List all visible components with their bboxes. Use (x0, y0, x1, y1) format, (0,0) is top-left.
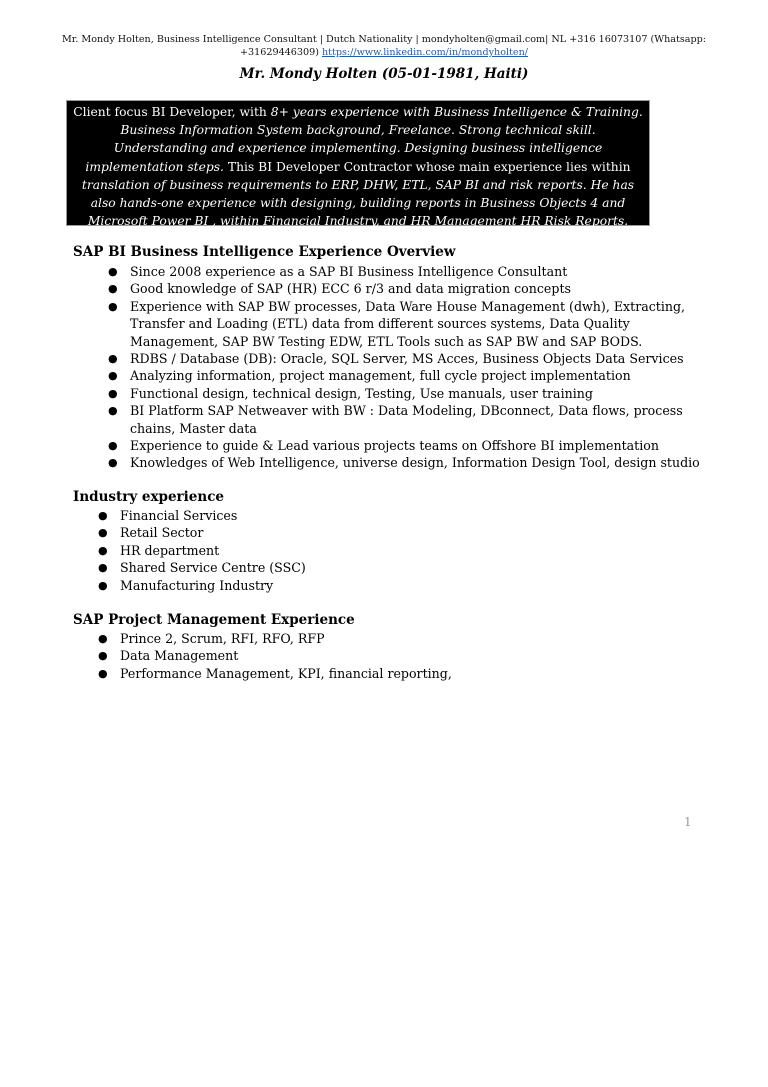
section-title-industry: Industry experience (73, 489, 224, 505)
bullet-icon: ● (98, 526, 108, 540)
whatsapp-number: +31629446309) (240, 47, 322, 58)
list-item: ● Retail Sector (98, 525, 204, 541)
list-item: ● Performance Management, KPI, financial reporting, (98, 665, 452, 681)
industry-list (98, 507, 680, 594)
project-management-list (98, 630, 680, 682)
summary-text-1: Client focus BI Developer, with (73, 105, 271, 119)
bullet-icon: ● (108, 456, 118, 470)
summary-text-2: 8+ years experience with Business Intelligence & Training. Business Information System background, Freelance. Strong technical skill. Understanding and experience implementing. Designing business intelligence implementation steps. (85, 105, 643, 174)
list-item: ● Manufacturing Industry (98, 577, 274, 593)
linkedin-link[interactable]: https://www.linkedin.com/in/mondyholten/ (322, 47, 528, 58)
bullet-icon: ● (108, 265, 118, 278)
bullet-icon: ● (108, 439, 118, 453)
list-item: ● Data Management (98, 648, 239, 664)
profile-summary-box (66, 100, 650, 229)
contact-line-2 (60, 46, 708, 59)
section-title-sap-bi: SAP BI Business Intelligence Experience Overview (73, 244, 456, 260)
list-item: ● RDBS / Database (DB): Oracle, SQL Server, MS Acces, Business Objects Data Services (108, 351, 684, 367)
list-item: ● Prince 2, Scrum, RFI, RFO, RFP (98, 631, 325, 646)
bullet-icon: ● (98, 666, 108, 680)
candidate-name: Mr. Mondy Holten (05-01-1981, Haiti) (239, 66, 529, 82)
bullet-icon: ● (98, 578, 108, 592)
list-item: ● Analyzing information, project management, full cycle project implementation (108, 368, 631, 384)
bullet-icon: ● (98, 543, 108, 557)
bullet-icon: ● (98, 509, 108, 522)
list-item: ● BI Platform SAP Netweaver with BW : Data Modeling, DBconnect, Data flows, process chains, Master data (108, 403, 683, 436)
sap-bi-list (108, 263, 700, 472)
list-item: ● Shared Service Centre (SSC) (98, 560, 306, 576)
summary-text-3: This BI Developer Contractor whose main experience lies within (223, 159, 631, 174)
bullet-icon: ● (98, 632, 108, 645)
list-item: ● Knowledges of Web Intelligence, universe design, Information Design Tool, design studio (108, 455, 700, 471)
list-item: ● Financial Services (98, 508, 238, 523)
contact-header (60, 33, 708, 59)
list-item: ● Since 2008 experience as a SAP BI Business Intelligence Consultant (108, 264, 568, 279)
contact-line-1: Mr. Mondy Holten, Business Intelligence Consultant | Dutch Nationality | mondyholten@gmail.com| NL +316 16073107 (Whatsapp: (61, 34, 707, 45)
list-item: ● Experience with SAP BW processes, Data Ware House Management (dwh), Extracting, Transfer and Loading (ETL) data from different sources systems, Data Quality Management, SAP BW Testing EDW, ETL Tools such as SAP BW and SAP BODS. (108, 298, 686, 349)
list-item: ● Good knowledge of SAP (HR) ECC 6 r/3 and data migration concepts (108, 281, 571, 297)
bullet-icon: ● (98, 649, 108, 663)
bullet-icon: ● (98, 561, 108, 575)
bullet-icon: ● (108, 404, 118, 418)
summary-text-4: translation of business requirements to ERP, DHW, ETL, SAP BI and risk reports. He has also hands-one experience with designing, building reports in Business Objects 4 and Microsoft Power BI , within Financial Industry, and HR Management HR Risk Reports. (81, 177, 635, 229)
bullet-icon: ● (108, 386, 118, 400)
page-number: 1 (684, 815, 692, 829)
bullet-icon: ● (108, 282, 118, 296)
list-item: ● HR department (98, 542, 220, 558)
section-title-project-management: SAP Project Management Experience (73, 612, 355, 628)
bullet-icon: ● (108, 352, 118, 366)
bullet-icon: ● (108, 299, 118, 313)
list-item: ● Functional design, technical design, Testing, Use manuals, user training (108, 385, 593, 401)
list-item: ● Experience to guide & Lead various projects teams on Offshore BI implementation (108, 438, 659, 454)
bullet-icon: ● (108, 369, 118, 383)
